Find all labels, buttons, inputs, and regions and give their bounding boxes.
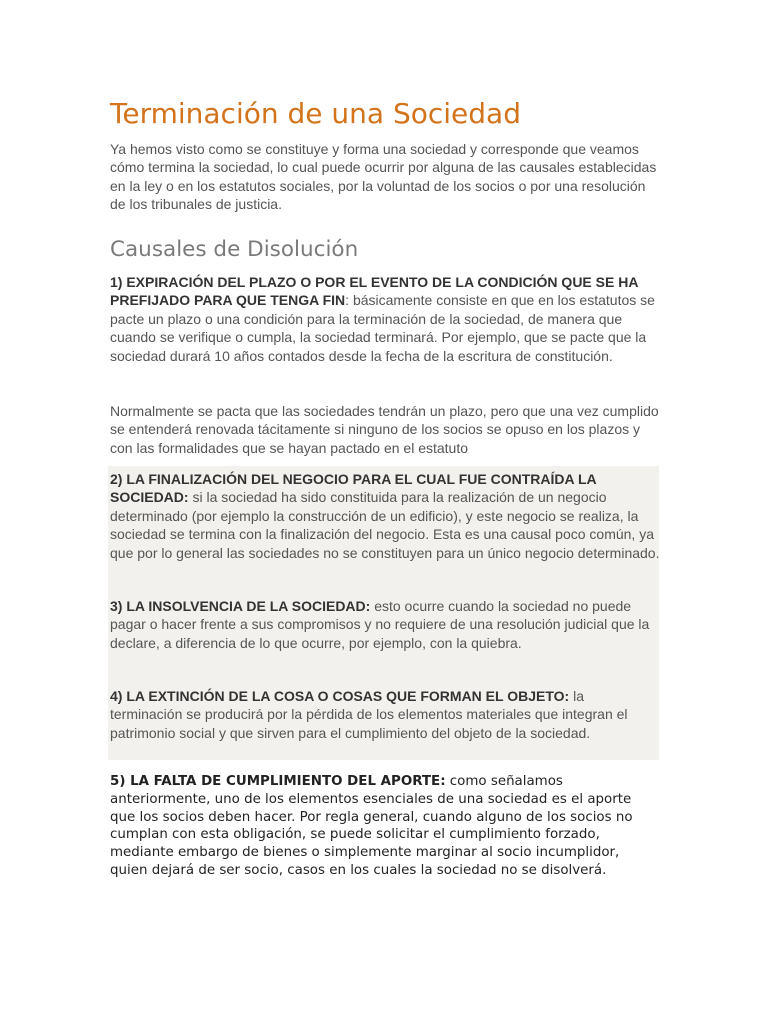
causal-2-heading: 2) LA FINALIZACIÓN DEL NEGOCIO PARA EL CUAL FUE CONTRAÍDA LA SOCIEDAD: [110,471,597,506]
causal-4 [110,687,660,742]
intro-paragraph: Ya hemos visto como se constituye y forma una sociedad y corresponde que veamos cómo termina la sociedad, lo cual puede ocurrir por alguna de las causales establecidas en la ley o en los estatutos sociales, por la voluntad de los socios o por una resolución de los tribunales de justicia. [110,141,657,213]
causal-4-heading: 4) LA EXTINCIÓN DE LA COSA O COSAS QUE FORMAN EL OBJETO: [110,688,570,704]
causal-5 [110,773,660,880]
causal-4-text: la terminación se producirá por la pérdida de los elementos materiales que integran el patrimonio social y que sirven para el cumplimiento del objeto de la sociedad. [110,688,628,741]
causal-5-text: como señalamos anteriormente, uno de los elementos esenciales de una sociedad es el aporte que los socios deben hacer. Por regla general, cuando alguno de los socios no cumplan con esta obligación, se puede solicitar el cumplimiento forzado, mediante embargo de bienes o simplemente marginar al socio incumplidor, quien dejará de ser socio, casos en los cuales la sociedad no se disolverá. [110,774,633,878]
plazo-note-paragraph: Normalmente se pacta que las sociedades tendrán un plazo, pero que una vez cumplido se entenderá renovada tácitamente si ninguno de los socios se opuso en los plazos y con las formalidades que se hayan pactado en el estatuto [110,403,659,456]
causal-3-heading: 3) LA INSOLVENCIA DE LA SOCIEDAD: [110,598,371,614]
causal-2 [110,470,660,562]
causal-2-text: si la sociedad ha sido constituida para la realización de un negocio determinado (por ejemplo la construcción de un edificio), y este negocio se realiza, la sociedad se termina con la finalización del negocio. Esta es una causal poco común, ya que por lo general las sociedades no se constituyen para un único negocio determinado. [110,489,660,561]
section-subtitle: Causales de Disolución [110,237,359,262]
causal-3-text: esto ocurre cuando la sociedad no puede pagar o hacer frente a sus compromisos y no requiere de una resolución judicial que la declare, a diferencia de lo que ocurre, por ejemplo, con la quiebra. [110,598,650,651]
causal-5-heading: 5) LA FALTA DE CUMPLIMIENTO DEL APORTE: [110,774,446,789]
causal-1-text: : básicamente consiste en que en los estatutos se pacte un plazo o una condición para la terminación de la sociedad, de manera que cuando se verifique o cumpla, la sociedad terminará. Por ejemplo, que se pacte que la sociedad durará 10 años contados desde la fecha de la escritura de constitución. [110,292,655,364]
causal-3 [110,597,660,652]
causal-1-heading: 1) EXPIRACIÓN DEL PLAZO O POR EL EVENTO DE LA CONDICIÓN QUE SE HA PREFIJADO PARA QUE TENGA FIN [110,274,638,309]
page-title: Terminación de una Sociedad [110,97,521,130]
causal-1 [110,273,660,365]
